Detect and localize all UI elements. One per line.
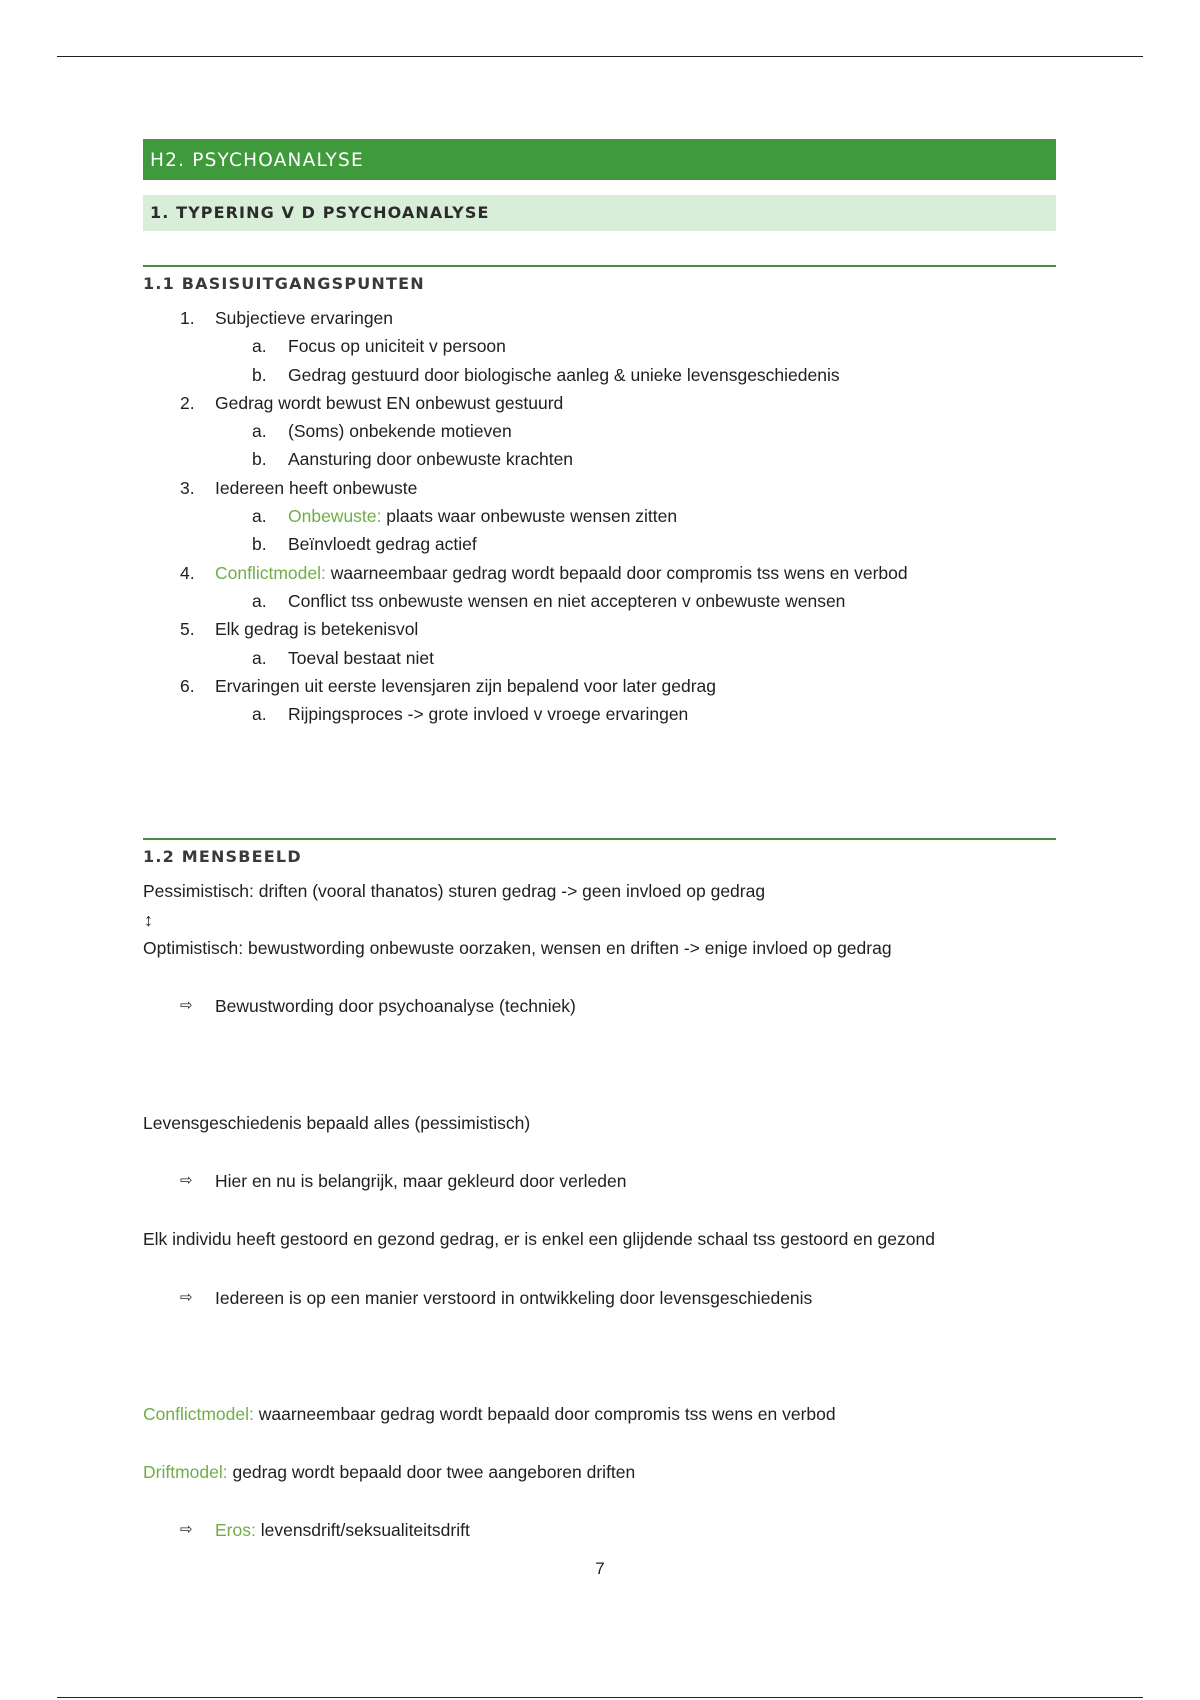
right-arrow-icon: ⇨ bbox=[180, 1288, 193, 1306]
arrow-item: ⇨ Bewustwording door psychoanalyse (techniek) bbox=[143, 992, 1056, 1020]
arrow-item: ⇨ Iedereen is op een manier verstoord in ontwikkeling door levensgeschiedenis bbox=[143, 1284, 1056, 1312]
sub-list-item: b. Aansturing door onbewuste krachten bbox=[252, 449, 574, 470]
list-item: 6. Ervaringen uit eerste levensjaren zijn bepalend voor later gedrag bbox=[180, 675, 716, 696]
right-arrow-icon: ⇨ bbox=[180, 1521, 193, 1539]
sub-list-item: b. Gedrag gestuurd door biologische aanleg & unieke levensgeschiedenis bbox=[252, 364, 840, 385]
section-heading: 1. TYPERING V D PSYCHOANALYSE bbox=[143, 195, 1056, 231]
paragraph-driftmodel: Driftmodel: gedrag wordt bepaald door twee aangeboren driften bbox=[143, 1462, 636, 1483]
sub-list-item: a. Conflict tss onbewuste wensen en niet accepteren v onbewuste wensen bbox=[252, 590, 846, 611]
term-driftmodel: Driftmodel: bbox=[143, 1462, 228, 1483]
list-item: 5. Elk gedrag is betekenisvol bbox=[180, 619, 419, 640]
term-conflictmodel: Conflictmodel: bbox=[215, 562, 326, 583]
subsection-heading-mensbeeld: 1.2 MENSBEELD bbox=[143, 838, 1056, 871]
sub-list-item: a. (Soms) onbekende motieven bbox=[252, 421, 512, 442]
list-item: 2. Gedrag wordt bewust EN onbewust gestuurd bbox=[180, 392, 564, 413]
right-arrow-icon: ⇨ bbox=[180, 1171, 193, 1189]
paragraph-pessimistisch: Pessimistisch: driften (vooral thanatos) sturen gedrag -> geen invloed op gedrag bbox=[143, 881, 766, 902]
arrow-item: ⇨ Eros: levensdrift/seksualiteitsdrift bbox=[143, 1516, 1056, 1544]
paragraph-optimistisch: Optimistisch: bewustwording onbewuste oorzaken, wensen en driften -> enige invloed op gedrag bbox=[143, 938, 892, 959]
up-down-arrow-icon: ↕ bbox=[144, 909, 153, 930]
right-arrow-icon: ⇨ bbox=[180, 997, 193, 1015]
basis-list bbox=[143, 304, 1056, 728]
paragraph-conflictmodel: Conflictmodel: waarneembaar gedrag wordt bepaald door compromis tss wens en verbod bbox=[143, 1403, 836, 1424]
footer-rule bbox=[57, 1697, 1143, 1698]
page-content bbox=[143, 139, 1056, 1545]
list-item: 3. Iedereen heeft onbewuste bbox=[180, 477, 418, 498]
term-conflictmodel: Conflictmodel: bbox=[143, 1403, 254, 1424]
list-item: 1. Subjectieve ervaringen bbox=[180, 308, 394, 328]
sub-list-item: b. Beïnvloedt gedrag actief bbox=[252, 534, 477, 555]
sub-list-item: a. Onbewuste: plaats waar onbewuste wensen zitten bbox=[252, 506, 678, 527]
page-number: 7 bbox=[595, 1559, 605, 1578]
subsection-heading-basis: 1.1 BASISUITGANGSPUNTEN bbox=[143, 265, 1056, 298]
sub-list-item: a. Focus op uniciteit v persoon bbox=[252, 336, 506, 357]
paragraph-levensgeschiedenis: Levensgeschiedenis bepaald alles (pessimistisch) bbox=[143, 1112, 531, 1133]
list-item: 4. Conflictmodel: waarneembaar gedrag wordt bepaald door compromis tss wens en verbod bbox=[180, 562, 908, 583]
paragraph-individu: Elk individu heeft gestoord en gezond gedrag, er is enkel een glijdende schaal tss gestoord en gezond bbox=[143, 1229, 935, 1250]
sub-list-item: a. Toeval bestaat niet bbox=[252, 647, 434, 668]
arrow-item: ⇨ Hier en nu is belangrijk, maar gekleurd door verleden bbox=[143, 1167, 1056, 1195]
mensbeeld-body bbox=[143, 877, 1056, 1544]
header-rule bbox=[57, 56, 1143, 57]
chapter-heading: H2. PSYCHOANALYSE bbox=[143, 139, 1056, 180]
term-eros: Eros: bbox=[215, 1520, 256, 1541]
term-onbewuste: Onbewuste: bbox=[288, 506, 382, 527]
sub-list-item: a. Rijpingsproces -> grote invloed v vroege ervaringen bbox=[252, 704, 689, 725]
